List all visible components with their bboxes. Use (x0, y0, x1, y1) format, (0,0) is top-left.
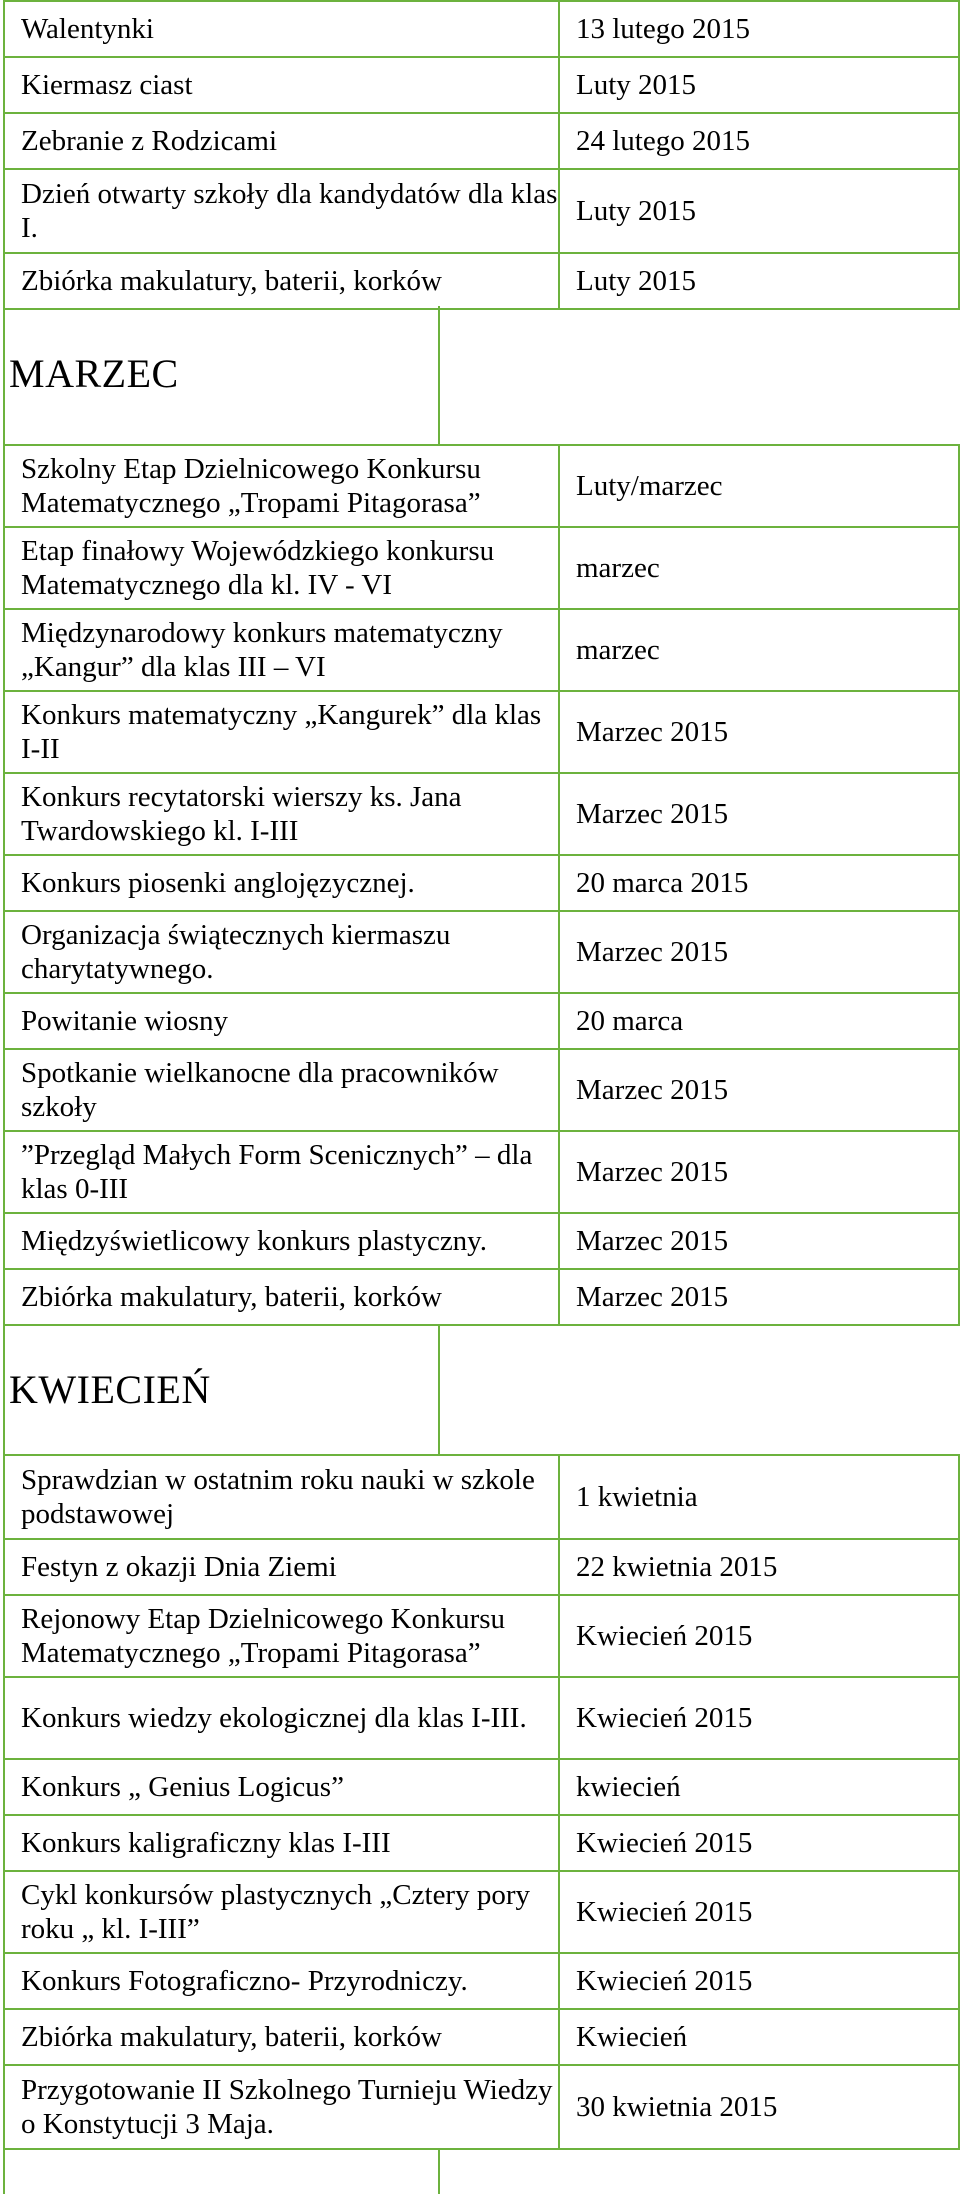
event-cell: Rejonowy Etap Dzielnicowego Konkursu Matematycznego „Tropami Pitagorasa” (4, 1595, 559, 1677)
table-row (4, 1455, 959, 1539)
date-cell: Luty 2015 (559, 253, 959, 309)
table-row (4, 691, 959, 773)
table-row (4, 609, 959, 691)
table-row (4, 113, 959, 169)
month-header-kwiecien (3, 1324, 958, 1456)
date-cell: 24 lutego 2015 (559, 113, 959, 169)
date-cell: 20 marca 2015 (559, 855, 959, 911)
table-row (4, 1213, 959, 1269)
date-cell: Luty 2015 (559, 169, 959, 253)
date-cell: 30 kwietnia 2015 (559, 2065, 959, 2149)
next-section-cell (3, 2150, 440, 2194)
table-row (4, 57, 959, 113)
table-row (4, 1815, 959, 1871)
table-row (4, 1269, 959, 1325)
event-cell: Zbiórka makulatury, baterii, korków (4, 253, 559, 309)
date-cell: Kwiecień 2015 (559, 1871, 959, 1953)
date-cell: marzec (559, 609, 959, 691)
table-row (4, 1871, 959, 1953)
date-cell: Kwiecień 2015 (559, 1595, 959, 1677)
event-cell: Zebranie z Rodzicami (4, 113, 559, 169)
date-cell: Kwiecień 2015 (559, 1953, 959, 2009)
date-cell: Marzec 2015 (559, 1049, 959, 1131)
date-cell: kwiecień (559, 1759, 959, 1815)
table-row (4, 1953, 959, 2009)
event-cell: Konkurs piosenki anglojęzycznej. (4, 855, 559, 911)
event-cell: Konkurs „ Genius Logicus” (4, 1759, 559, 1815)
table-row (4, 1759, 959, 1815)
event-cell: Organizacja świątecznych kiermaszu charytatywnego. (4, 911, 559, 993)
schedule-table-luty (3, 0, 960, 310)
event-cell: Konkurs kaligraficzny klas I-III (4, 1815, 559, 1871)
table-row (4, 445, 959, 527)
table-row (4, 2065, 959, 2149)
table-row (4, 773, 959, 855)
event-cell: Zbiórka makulatury, baterii, korków (4, 1269, 559, 1325)
table-row (4, 1, 959, 57)
date-cell: Kwiecień (559, 2009, 959, 2065)
date-cell: Kwiecień 2015 (559, 1677, 959, 1759)
table-row (4, 855, 959, 911)
event-cell: Konkurs recytatorski wierszy ks. Jana Twardowskiego kl. I-III (4, 773, 559, 855)
date-cell: Luty/marzec (559, 445, 959, 527)
date-cell: Kwiecień 2015 (559, 1815, 959, 1871)
table-row (4, 2009, 959, 2065)
schedule-table-marzec (3, 444, 960, 1326)
table-row (4, 1677, 959, 1759)
table-row (4, 169, 959, 253)
table-row (4, 1049, 959, 1131)
date-cell: Marzec 2015 (559, 691, 959, 773)
date-cell: 20 marca (559, 993, 959, 1049)
month-title: KWIECIEŃ (9, 1367, 211, 1412)
event-cell: Kiermasz ciast (4, 57, 559, 113)
event-cell: Zbiórka makulatury, baterii, korków (4, 2009, 559, 2065)
event-cell: Powitanie wiosny (4, 993, 559, 1049)
event-cell: Międzynarodowy konkurs matematyczny „Kangur” dla klas III – VI (4, 609, 559, 691)
event-cell: ”Przegląd Małych Form Scenicznych” – dla klas 0-III (4, 1131, 559, 1213)
table-row (4, 253, 959, 309)
event-cell: Sprawdzian w ostatnim roku nauki w szkole podstawowej (4, 1455, 559, 1539)
date-cell: 22 kwietnia 2015 (559, 1539, 959, 1595)
event-cell: Spotkanie wielkanocne dla pracowników szkoły (4, 1049, 559, 1131)
table-row (4, 1595, 959, 1677)
table-row (4, 911, 959, 993)
table-row (4, 527, 959, 609)
date-cell: Marzec 2015 (559, 1131, 959, 1213)
date-cell: marzec (559, 527, 959, 609)
date-cell: Marzec 2015 (559, 773, 959, 855)
event-cell: Festyn z okazji Dnia Ziemi (4, 1539, 559, 1595)
schedule-table-kwiecien (3, 1454, 960, 2150)
event-cell: Etap finałowy Wojewódzkiego konkursu Matematycznego dla kl. IV - VI (4, 527, 559, 609)
date-cell: Marzec 2015 (559, 1213, 959, 1269)
event-cell: Dzień otwarty szkoły dla kandydatów dla klas I. (4, 169, 559, 253)
date-cell: 13 lutego 2015 (559, 1, 959, 57)
event-cell: Cykl konkursów plastycznych „Cztery pory roku „ kl. I-III” (4, 1871, 559, 1953)
date-cell: Marzec 2015 (559, 1269, 959, 1325)
event-cell: Szkolny Etap Dzielnicowego Konkursu Matematycznego „Tropami Pitagorasa” (4, 445, 559, 527)
event-cell: Konkurs Fotograficzno- Przyrodniczy. (4, 1953, 559, 2009)
table-row (4, 993, 959, 1049)
table-row (4, 1539, 959, 1595)
month-title: MARZEC (9, 351, 179, 396)
event-cell: Walentynki (4, 1, 559, 57)
event-cell: Konkurs matematyczny „Kangurek” dla klas I-II (4, 691, 559, 773)
date-cell: Marzec 2015 (559, 911, 959, 993)
event-cell: Międzyświetlicowy konkurs plastyczny. (4, 1213, 559, 1269)
month-header-marzec (3, 306, 958, 446)
table-row (4, 1131, 959, 1213)
event-cell: Konkurs wiedzy ekologicznej dla klas I-III. (4, 1677, 559, 1759)
date-cell: 1 kwietnia (559, 1455, 959, 1539)
date-cell: Luty 2015 (559, 57, 959, 113)
event-cell: Przygotowanie II Szkolnego Turnieju Wiedzy o Konstytucji 3 Maja. (4, 2065, 559, 2149)
